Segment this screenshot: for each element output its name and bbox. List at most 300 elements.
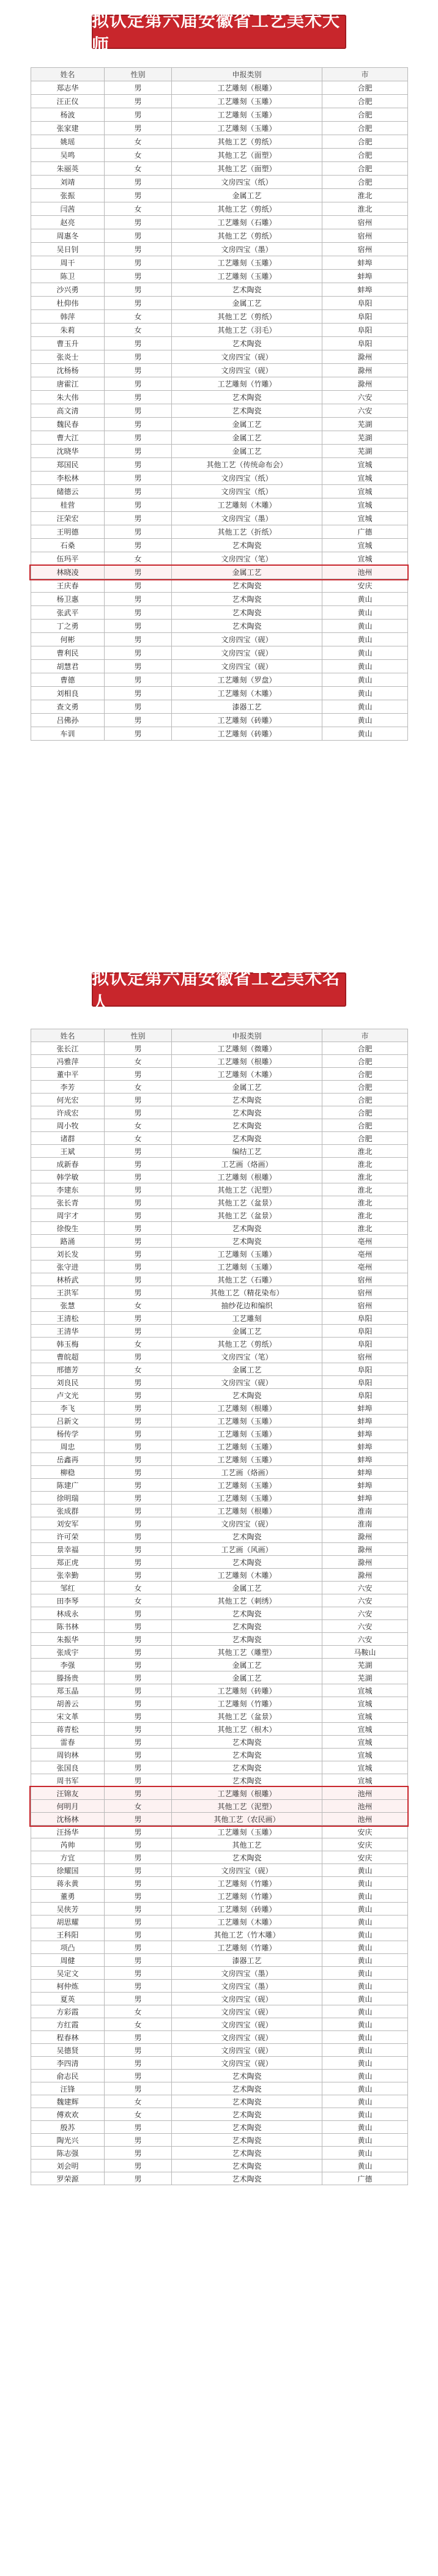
- cell-category: 其他工艺（农民画）: [172, 1813, 322, 1826]
- cell-city: 亳州: [322, 1248, 408, 1260]
- cell-category: 金属工艺: [172, 189, 322, 202]
- cell-city: 芜湖: [322, 431, 408, 445]
- cell-gender: 男: [105, 472, 172, 485]
- cell-category: 其他工艺（精花染布）: [172, 1286, 322, 1299]
- cell-gender: 男: [105, 498, 172, 512]
- cell-gender: 男: [105, 1633, 172, 1646]
- table-row: [31, 1248, 408, 1260]
- cell-category: 文房四宝（砚）: [172, 364, 322, 377]
- cell-category: 工艺雕刻（根雕）: [172, 1787, 322, 1800]
- cell-name: 杜仰伟: [31, 297, 105, 310]
- table-row: [31, 445, 408, 458]
- cell-name: 景幸福: [31, 1543, 105, 1556]
- table-row: [31, 202, 408, 216]
- cell-name: 董中平: [31, 1068, 105, 1081]
- cell-gender: 女: [105, 1582, 172, 1594]
- table-row: [31, 1903, 408, 1915]
- cell-gender: 男: [105, 485, 172, 498]
- table-row: [31, 566, 408, 579]
- cell-city: 黄山: [322, 1915, 408, 1928]
- cell-name: 周书军: [31, 1774, 105, 1787]
- cell-gender: 男: [105, 566, 172, 579]
- table-row: [31, 2095, 408, 2108]
- cell-category: 文房四宝（纸）: [172, 176, 322, 189]
- cell-name: 曹大江: [31, 431, 105, 445]
- cell-name: 刘安军: [31, 1517, 105, 1530]
- cell-name: 韩学敏: [31, 1171, 105, 1183]
- cell-gender: 男: [105, 1851, 172, 1864]
- cell-category: 金属工艺: [172, 1363, 322, 1376]
- section1-title-banner: [92, 10, 346, 55]
- table-row: [31, 1068, 408, 1081]
- cell-name: 姚瑶: [31, 135, 105, 149]
- table-row: [31, 700, 408, 714]
- table-row: [31, 364, 408, 377]
- cell-city: 宣城: [322, 1736, 408, 1749]
- cell-name: 汪扬华: [31, 1826, 105, 1838]
- cell-city: 广德: [322, 525, 408, 539]
- cell-gender: 女: [105, 202, 172, 216]
- cell-gender: 男: [105, 1993, 172, 2005]
- cell-category: 艺术陶瓷: [172, 1222, 322, 1235]
- cell-name: 周干: [31, 256, 105, 270]
- cell-category: 金属工艺: [172, 297, 322, 310]
- cell-gender: 男: [105, 1042, 172, 1055]
- cell-name: 王科阳: [31, 1928, 105, 1941]
- table-row: [31, 1659, 408, 1671]
- cell-gender: 女: [105, 162, 172, 176]
- cell-gender: 男: [105, 1106, 172, 1119]
- table-row: [31, 1132, 408, 1145]
- table-row: [31, 485, 408, 498]
- cell-category: 金属工艺: [172, 1659, 322, 1671]
- cell-city: 阜阳: [322, 1338, 408, 1350]
- cell-category: 艺术陶瓷: [172, 2070, 322, 2082]
- table-row: [31, 1646, 408, 1659]
- cell-category: 工艺雕刻（木雕）: [172, 687, 322, 700]
- cell-category: 其他工艺（剪纸）: [172, 310, 322, 324]
- table-row: [31, 593, 408, 606]
- cell-name: 许成宏: [31, 1106, 105, 1119]
- cell-category: 艺术陶瓷: [172, 2134, 322, 2147]
- cell-name: 邹红: [31, 1582, 105, 1594]
- cell-city: 滁州: [322, 364, 408, 377]
- cell-category: 金属工艺: [172, 1671, 322, 1684]
- cell-gender: 男: [105, 700, 172, 714]
- cell-gender: 女: [105, 149, 172, 162]
- cell-name: 胡善云: [31, 1697, 105, 1710]
- cell-city: 淮北: [322, 1183, 408, 1196]
- cell-gender: 男: [105, 1787, 172, 1800]
- cell-city: 滁州: [322, 1530, 408, 1543]
- cell-gender: 男: [105, 1068, 172, 1081]
- cell-city: 合肥: [322, 1068, 408, 1081]
- cell-city: 安庆: [322, 1838, 408, 1851]
- table-row: [31, 1851, 408, 1864]
- table-row: [31, 727, 408, 741]
- cell-category: 文房四宝（墨）: [172, 243, 322, 256]
- cell-name: 陶光兴: [31, 2134, 105, 2147]
- cell-name: 刘会明: [31, 2160, 105, 2172]
- cell-gender: 男: [105, 1466, 172, 1479]
- cell-city: 合肥: [322, 135, 408, 149]
- cell-city: 池州: [322, 1787, 408, 1800]
- table-row: [31, 1749, 408, 1761]
- cell-gender: 男: [105, 646, 172, 660]
- cell-name: 储德云: [31, 485, 105, 498]
- cell-name: 胡慧君: [31, 660, 105, 673]
- cell-name: 冯雅萍: [31, 1055, 105, 1068]
- cell-gender: 男: [105, 525, 172, 539]
- table-row: [31, 189, 408, 202]
- cell-city: 阜阳: [322, 1325, 408, 1338]
- cell-name: 王清松: [31, 1312, 105, 1325]
- cell-gender: 女: [105, 1132, 172, 1145]
- cell-gender: 男: [105, 1607, 172, 1620]
- cell-city: 黄山: [322, 1903, 408, 1915]
- cell-city: 宣城: [322, 539, 408, 552]
- table-row: [31, 673, 408, 687]
- cell-category: 工艺雕刻（玉雕）: [172, 1415, 322, 1427]
- cell-name: 刘相良: [31, 687, 105, 700]
- cell-name: 汪荣宏: [31, 512, 105, 525]
- cell-name: 项凸: [31, 1941, 105, 1954]
- cell-gender: 女: [105, 1055, 172, 1068]
- cell-gender: 男: [105, 1427, 172, 1440]
- cell-category: 其他工艺（根木）: [172, 1723, 322, 1736]
- cell-name: 岳鑫再: [31, 1453, 105, 1466]
- table-row: [31, 1671, 408, 1684]
- cell-city: 淮北: [322, 189, 408, 202]
- table-row: [31, 1402, 408, 1415]
- cell-category: 工艺雕刻（玉雕）: [172, 122, 322, 135]
- cell-city: 六安: [322, 1633, 408, 1646]
- cell-gender: 男: [105, 229, 172, 243]
- cell-gender: 男: [105, 1967, 172, 1980]
- cell-name: 胡思耀: [31, 1915, 105, 1928]
- cell-category: 艺术陶瓷: [172, 391, 322, 404]
- cell-gender: 女: [105, 310, 172, 324]
- cell-city: 淮北: [322, 1222, 408, 1235]
- cell-name: 邢德芳: [31, 1363, 105, 1376]
- cell-name: 何明月: [31, 1800, 105, 1813]
- cell-category: 文房四宝（纸）: [172, 485, 322, 498]
- cell-gender: 女: [105, 1081, 172, 1094]
- cell-city: 黄山: [322, 633, 408, 646]
- cell-name: 沈晓华: [31, 445, 105, 458]
- table-row: [31, 1260, 408, 1273]
- cell-name: 李芳: [31, 1081, 105, 1094]
- cell-gender: 男: [105, 1350, 172, 1363]
- table-row: [31, 1209, 408, 1222]
- cell-category: 艺术陶瓷: [172, 2147, 322, 2160]
- cell-city: 宿州: [322, 1350, 408, 1363]
- table-row: [31, 1697, 408, 1710]
- cell-category: 工艺雕刻（木雕）: [172, 498, 322, 512]
- cell-gender: 女: [105, 2108, 172, 2121]
- cell-name: 林桥武: [31, 1273, 105, 1286]
- table-row: [31, 1505, 408, 1517]
- cell-gender: 男: [105, 256, 172, 270]
- table-row: [31, 350, 408, 364]
- cell-gender: 男: [105, 1877, 172, 1890]
- table-row: [31, 1106, 408, 1119]
- cell-city: 阜阳: [322, 324, 408, 337]
- cell-category: 艺术陶瓷: [172, 1132, 322, 1145]
- cell-city: 黄山: [322, 2082, 408, 2095]
- cell-category: 文房四宝（纸）: [172, 472, 322, 485]
- cell-name: 蒋青松: [31, 1723, 105, 1736]
- cell-gender: 男: [105, 2082, 172, 2095]
- cell-name: 杨传学: [31, 1427, 105, 1440]
- cell-gender: 男: [105, 539, 172, 552]
- cell-city: 黄山: [322, 1967, 408, 1980]
- table-row: [31, 472, 408, 485]
- cell-name: 徐俊生: [31, 1222, 105, 1235]
- cell-city: 黄山: [322, 2160, 408, 2172]
- cell-gender: 男: [105, 2070, 172, 2082]
- cell-category: 工艺雕刻（玉雕）: [172, 108, 322, 122]
- cell-category: 工艺雕刻（根雕）: [172, 81, 322, 95]
- table-row: [31, 176, 408, 189]
- cell-category: 工艺雕刻（玉雕）: [172, 256, 322, 270]
- cell-city: 合肥: [322, 122, 408, 135]
- cell-city: 六安: [322, 1620, 408, 1633]
- cell-name: 郑玉晶: [31, 1684, 105, 1697]
- cell-city: 亳州: [322, 1235, 408, 1248]
- table-row: [31, 1273, 408, 1286]
- table-row: [31, 498, 408, 512]
- table-row: [31, 1607, 408, 1620]
- cell-city: 马鞍山: [322, 1646, 408, 1659]
- cell-city: 黄山: [322, 1980, 408, 1993]
- table-header-row: [31, 68, 408, 81]
- cell-city: 阜阳: [322, 1312, 408, 1325]
- cell-city: 宣城: [322, 1761, 408, 1774]
- cell-city: 蚌埠: [322, 1415, 408, 1427]
- cell-name: 魏建辉: [31, 2095, 105, 2108]
- cell-city: 蚌埠: [322, 1466, 408, 1479]
- cell-gender: 男: [105, 1954, 172, 1967]
- cell-category: 艺术陶瓷: [172, 2095, 322, 2108]
- cell-gender: 男: [105, 81, 172, 95]
- table-row: [31, 1813, 408, 1826]
- cell-name: 成新春: [31, 1158, 105, 1171]
- cell-name: 魏民春: [31, 418, 105, 431]
- table-row: [31, 1761, 408, 1774]
- table-row: [31, 1286, 408, 1299]
- cell-category: 金属工艺: [172, 1081, 322, 1094]
- cell-city: 淮北: [322, 1158, 408, 1171]
- cell-category: 文房四宝（砚）: [172, 1376, 322, 1389]
- table-row: [31, 1736, 408, 1749]
- cell-name: 李飞: [31, 1402, 105, 1415]
- table-row: [31, 458, 408, 472]
- cell-name: 朱振华: [31, 1633, 105, 1646]
- table-row: [31, 646, 408, 660]
- cell-city: 宣城: [322, 1723, 408, 1736]
- cell-category: 艺术陶瓷: [172, 1607, 322, 1620]
- cell-category: 文房四宝（砚）: [172, 633, 322, 646]
- cell-category: 艺术陶瓷: [172, 1736, 322, 1749]
- cell-gender: 男: [105, 1479, 172, 1492]
- table-row: [31, 1299, 408, 1312]
- cell-city: 滁州: [322, 350, 408, 364]
- cell-name: 吴鸣: [31, 149, 105, 162]
- cell-name: 曹皖超: [31, 1350, 105, 1363]
- table-row: [31, 1415, 408, 1427]
- table-row: [31, 122, 408, 135]
- cell-city: 黄山: [322, 2044, 408, 2057]
- table-row: [31, 2108, 408, 2121]
- cell-city: 黄山: [322, 687, 408, 700]
- table-row: [31, 1376, 408, 1389]
- table-row: [31, 283, 408, 297]
- cell-gender: 男: [105, 1145, 172, 1158]
- cell-city: 芜湖: [322, 1671, 408, 1684]
- cell-gender: 男: [105, 687, 172, 700]
- cell-category: 其他工艺（剪纸）: [172, 202, 322, 216]
- cell-name: 路涌: [31, 1235, 105, 1248]
- cell-category: 文房四宝（砚）: [172, 660, 322, 673]
- table-row: [31, 297, 408, 310]
- cell-gender: 男: [105, 243, 172, 256]
- cell-name: 郑志华: [31, 81, 105, 95]
- cell-name: 方宜: [31, 1851, 105, 1864]
- table-row: [31, 1864, 408, 1877]
- table-row: [31, 1196, 408, 1209]
- table-row: [31, 2005, 408, 2018]
- table-row: [31, 2147, 408, 2160]
- cell-name: 闫茜: [31, 202, 105, 216]
- cell-city: 黄山: [322, 700, 408, 714]
- header-gender: 性别: [105, 1029, 172, 1042]
- cell-city: 合肥: [322, 162, 408, 176]
- table-header-row: [31, 1029, 408, 1042]
- table-row: [31, 1633, 408, 1646]
- table-row: [31, 1877, 408, 1890]
- table-row: [31, 1094, 408, 1106]
- cell-gender: 男: [105, 1453, 172, 1466]
- cell-city: 池州: [322, 1813, 408, 1826]
- cell-gender: 男: [105, 606, 172, 620]
- cell-gender: 男: [105, 1980, 172, 1993]
- cell-gender: 男: [105, 1671, 172, 1684]
- cell-city: 蚌埠: [322, 270, 408, 283]
- cell-city: 蚌埠: [322, 256, 408, 270]
- cell-city: 阜阳: [322, 1363, 408, 1376]
- cell-city: 淮北: [322, 202, 408, 216]
- table-row: [31, 1312, 408, 1325]
- cell-gender: 男: [105, 1903, 172, 1915]
- cell-name: 张守进: [31, 1260, 105, 1273]
- cell-category: 艺术陶瓷: [172, 606, 322, 620]
- cell-name: 吕新文: [31, 1415, 105, 1427]
- cell-gender: 男: [105, 1260, 172, 1273]
- cell-category: 工艺雕刻（根雕）: [172, 1505, 322, 1517]
- cell-gender: 男: [105, 391, 172, 404]
- table-row: [31, 1838, 408, 1851]
- cell-name: 杨卫惠: [31, 593, 105, 606]
- cell-category: 艺术陶瓷: [172, 539, 322, 552]
- cell-gender: 男: [105, 1556, 172, 1569]
- cell-name: 周钧林: [31, 1749, 105, 1761]
- table-row: [31, 324, 408, 337]
- table-row: [31, 216, 408, 229]
- cell-category: 文房四宝（砚）: [172, 2005, 322, 2018]
- cell-category: 工艺雕刻（根雕）: [172, 1171, 322, 1183]
- cell-city: 宣城: [322, 458, 408, 472]
- cell-city: 宣城: [322, 1697, 408, 1710]
- cell-gender: 男: [105, 579, 172, 593]
- cell-city: 黄山: [322, 660, 408, 673]
- cell-city: 蚌埠: [322, 1453, 408, 1466]
- table-row: [31, 1158, 408, 1171]
- cell-category: 工艺雕刻（玉雕）: [172, 1479, 322, 1492]
- table-row: [31, 1042, 408, 1055]
- cell-gender: 男: [105, 2044, 172, 2057]
- cell-category: 其他工艺（面塑）: [172, 162, 322, 176]
- cell-category: 其他工艺: [172, 1838, 322, 1851]
- cell-city: 阜阳: [322, 310, 408, 324]
- cell-city: 合肥: [322, 1094, 408, 1106]
- cell-name: 俞志民: [31, 2070, 105, 2082]
- cell-city: 滁州: [322, 1543, 408, 1556]
- cell-category: 其他工艺（传统命布会）: [172, 458, 322, 472]
- cell-city: 黄山: [322, 2147, 408, 2160]
- cell-gender: 男: [105, 593, 172, 606]
- cell-name: 李四清: [31, 2057, 105, 2070]
- cell-name: 周小牧: [31, 1119, 105, 1132]
- cell-gender: 男: [105, 2160, 172, 2172]
- cell-city: 合肥: [322, 1042, 408, 1055]
- cell-gender: 男: [105, 1440, 172, 1453]
- cell-gender: 男: [105, 2172, 172, 2185]
- cell-category: 艺术陶瓷: [172, 593, 322, 606]
- cell-category: 其他工艺（盆景）: [172, 1710, 322, 1723]
- cell-gender: 男: [105, 1286, 172, 1299]
- cell-name: 李建东: [31, 1183, 105, 1196]
- cell-category: 金属工艺: [172, 431, 322, 445]
- cell-name: 许可荣: [31, 1530, 105, 1543]
- cell-category: 文房四宝（墨）: [172, 1967, 322, 1980]
- table-row: [31, 1710, 408, 1723]
- cell-category: 艺术陶瓷: [172, 1620, 322, 1633]
- cell-gender: 男: [105, 1415, 172, 1427]
- cell-category: 其他工艺（剪纸）: [172, 135, 322, 149]
- cell-category: 工艺雕刻（竹雕）: [172, 1890, 322, 1903]
- cell-name: 张振: [31, 189, 105, 202]
- cell-name: 徐耀国: [31, 1864, 105, 1877]
- table-row: [31, 1582, 408, 1594]
- cell-gender: 男: [105, 1864, 172, 1877]
- table-row: [31, 1530, 408, 1543]
- cell-category: 文房四宝（砚）: [172, 646, 322, 660]
- cell-city: 蚌埠: [322, 1440, 408, 1453]
- cell-city: 黄山: [322, 1864, 408, 1877]
- cell-name: 陈志强: [31, 2147, 105, 2160]
- cell-city: 合肥: [322, 176, 408, 189]
- cell-name: 柳稳: [31, 1466, 105, 1479]
- cell-city: 淮北: [322, 1209, 408, 1222]
- cell-category: 工艺雕刻（砖雕）: [172, 1903, 322, 1915]
- table-row: [31, 1787, 408, 1800]
- cell-category: 编结工艺: [172, 1145, 322, 1158]
- cell-city: 黄山: [322, 620, 408, 633]
- cell-gender: 女: [105, 135, 172, 149]
- cell-gender: 男: [105, 2057, 172, 2070]
- cell-category: 工艺雕刻（玉雕）: [172, 1492, 322, 1505]
